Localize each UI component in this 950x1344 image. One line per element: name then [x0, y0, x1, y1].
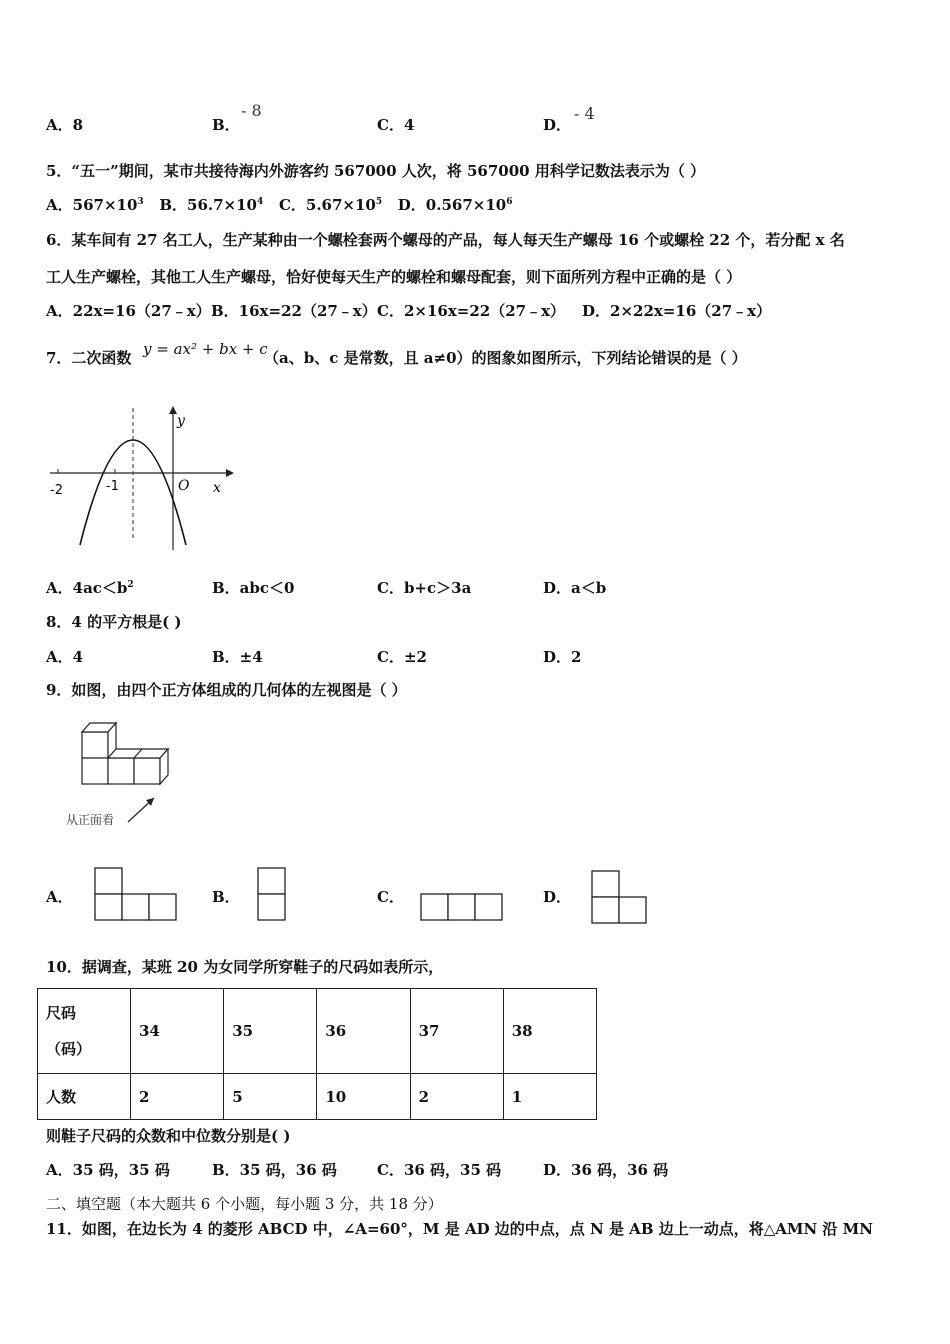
- q5-options: [46, 195, 512, 215]
- q9-option-b-figure: [256, 866, 288, 922]
- q5-option-c: C．$5.67\times 10^5$: [278, 196, 383, 214]
- count-cell: 2: [410, 1074, 503, 1120]
- q10-option-a: A．35 码，35 码: [46, 1161, 170, 1179]
- q4-option-a: A．8: [46, 116, 84, 134]
- q7-option-b: B．abc＜0: [212, 579, 295, 597]
- q7-option-c: C．b+c＞3a: [377, 579, 472, 597]
- q5-option-d: D．$0.567\times 10^6$: [397, 196, 513, 214]
- q10-option-b: B．35 码，36 码: [212, 1161, 337, 1179]
- q7-stem-prefix: 7．二次函数: [46, 349, 132, 367]
- q9-option-b: B．: [212, 888, 240, 906]
- q10-option-d: D．36 码，36 码: [543, 1161, 669, 1179]
- q6-stem-line2: 工人生产螺栓，其他工人生产螺母，恰好使每天生产的螺栓和螺母配套，则下面所列方程中正确的是（ ）: [46, 268, 742, 286]
- q10-stem: 10．据调查，某班 20 为女同学所穿鞋子的尺码如表所示，: [46, 958, 444, 976]
- q8-option-b: B．±4: [212, 648, 263, 666]
- q9-option-c: C．: [377, 888, 404, 906]
- cube-top-front: [82, 732, 108, 758]
- size-cell: 36: [317, 989, 410, 1074]
- size-cell: 38: [503, 989, 596, 1074]
- table-row-sizes: [38, 989, 597, 1074]
- size-cell: 34: [131, 989, 224, 1074]
- x-label: x: [213, 480, 221, 496]
- q6-option-a: A．22x=16（27﹣x）: [46, 302, 211, 320]
- count-cell: 2: [131, 1074, 224, 1120]
- cube-bottom-2: [108, 758, 134, 784]
- q5-stem: 5．“五一”期间，某市共接待海内外游客约 567000 人次，将 567000 用科学记数法表示为（ ）: [46, 162, 706, 180]
- q9-option-c-figure: [419, 892, 505, 922]
- q7-option-d: D．a＜b: [543, 579, 607, 597]
- q10-question: 则鞋子尺码的众数和中位数分别是( ): [46, 1127, 291, 1145]
- minus-one-label: -1: [106, 479, 119, 494]
- count-cell: 5: [224, 1074, 317, 1120]
- shoe-size-table: [37, 988, 597, 1120]
- q6-option-b: B．16x=22（27﹣x）: [211, 302, 377, 320]
- q4-option-c: C．4: [377, 116, 415, 134]
- q6-option-c: C．2×16x=22（27﹣x）: [377, 302, 566, 320]
- q6-option-d: D．2×22x=16（27﹣x）: [582, 302, 772, 320]
- origin-label: O: [178, 478, 190, 494]
- table-header-label-1: 尺码: [46, 1004, 77, 1022]
- table-header-label-2: （码）: [46, 1040, 92, 1058]
- q4-option-d: D．: [543, 116, 572, 134]
- q7-parabola-graph: [40, 400, 240, 560]
- cube-bottom-3: [134, 758, 160, 784]
- count-cell: 10: [317, 1074, 410, 1120]
- size-cell: 35: [224, 989, 317, 1074]
- q4-option-b-value: - 8: [241, 101, 262, 120]
- q10-option-c: C．36 码，35 码: [377, 1161, 502, 1179]
- q11-stem: 11．如图，在边长为 4 的菱形 ABCD 中，∠A=60°，M 是 AD 边的中点，点 N 是 AB 边上一动点，将△AMN 沿 MN: [46, 1220, 873, 1238]
- count-cell: 1: [503, 1074, 596, 1120]
- q8-stem: 8．4 的平方根是( ): [46, 613, 182, 631]
- q4-option-b: B．: [212, 116, 240, 134]
- y-label: y: [177, 413, 185, 429]
- x-axis-arrow-icon: [226, 469, 234, 477]
- q9-option-d-figure: [590, 869, 649, 925]
- q8-option-a: A．4: [46, 648, 84, 666]
- size-cell: 37: [410, 989, 503, 1074]
- q9-cube-figure: [60, 718, 190, 833]
- q9-option-d: D．: [543, 888, 572, 906]
- q9-option-a-figure: [93, 866, 179, 922]
- q5-option-a: A．$567\times 10^3$: [46, 196, 144, 214]
- q9-option-a: A．: [46, 888, 73, 906]
- minus-two-label: -2: [50, 483, 63, 498]
- q7-stem-suffix: （a、b、c 是常数，且 a≠0）的图象如图所示，下列结论错误的是（ ）: [264, 349, 747, 367]
- cube-bottom-1: [82, 758, 108, 784]
- view-caption: 从正面看: [66, 813, 115, 827]
- q9-stem: 9．如图，由四个正方体组成的几何体的左视图是（ ）: [46, 681, 407, 699]
- q6-stem-line1: 6．某车间有 27 名工人，生产某种由一个螺栓套两个螺母的产品，每人每天生产螺母 16 个或螺栓 22 个，若分配 x 名: [46, 231, 845, 249]
- q7-formula: y = ax² + bx + c: [143, 340, 268, 358]
- q4-option-d-value: - 4: [574, 104, 595, 123]
- section2-title: 二、填空题（本大题共 6 个小题，每小题 3 分，共 18 分）: [46, 1195, 443, 1213]
- count-label-cell: 人数: [38, 1074, 131, 1120]
- q7-option-a: A．$4ac<b^2$: [46, 579, 134, 597]
- q8-option-c: C．±2: [377, 648, 427, 666]
- q5-option-b: B．$56.7\times 10^4$: [159, 196, 264, 214]
- q8-option-d: D．2: [543, 648, 582, 666]
- y-axis-arrow-icon: [169, 406, 177, 414]
- table-row-counts: [38, 1074, 597, 1120]
- table-header-cell: [38, 989, 131, 1074]
